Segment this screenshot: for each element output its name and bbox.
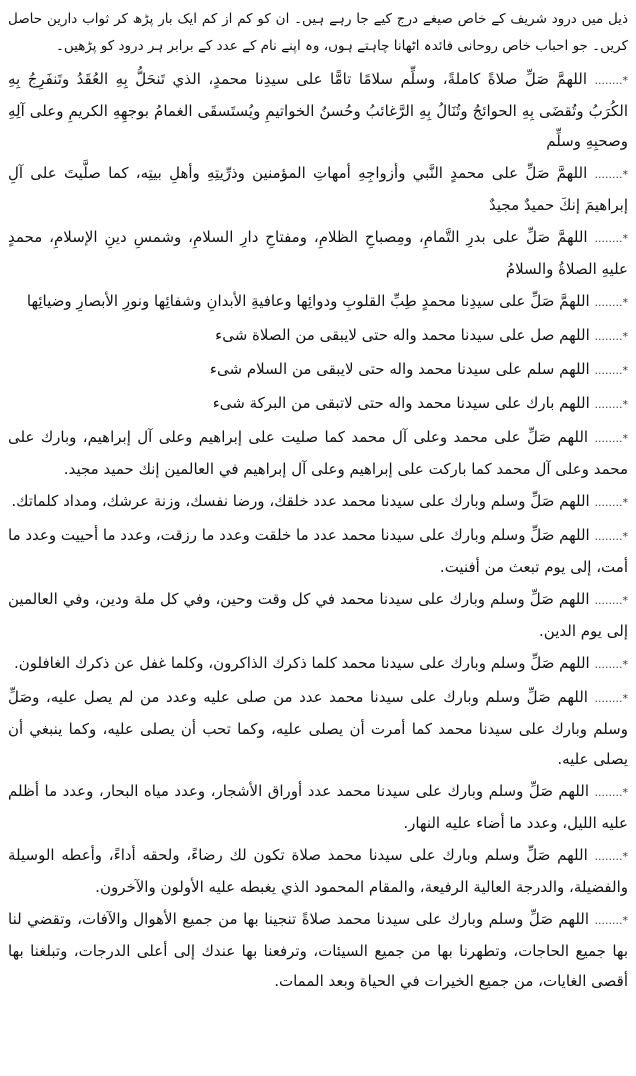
entry-marker: *........: [594, 692, 628, 705]
durood-entry: [8, 222, 628, 284]
durood-entry: [8, 776, 628, 838]
entry-text: اللهمَّ صَلِّ على محمدٍ النَّبي وأزواجِهِ أمهاتِ المؤمنين وذرِّيتِهِ وأهلِ بيتِه، كما صلَّيتَ على آلِ إبراهيمَ إنكَ حميدٌ مجيدٌ: [8, 164, 628, 214]
durood-entry: [8, 158, 628, 220]
durood-entry: [8, 584, 628, 646]
entry-marker: *........: [594, 432, 628, 445]
durood-entry: [8, 904, 628, 996]
entry-text: اللهم سلم على سيدنا محمد واله حتى لايبقى من السلام شىء: [209, 360, 590, 378]
entry-text: اللهم صَلِّ وسلم وبارك على سيدنا محمد عدد خلقك، ورضا نفسك، وزنة عرشك، ومداد كلماتك.: [11, 492, 590, 510]
durood-entry: [8, 354, 628, 386]
entry-marker: *........: [594, 296, 628, 309]
intro-paragraph: ذیل میں درود شریف کے خاص صیغے درج کیے جا رہے ہیں۔ ان کو کم از کم ایک بار پڑھ کر ثواب دارین حاصل کریں۔ جو احباب خاص روحانی فائدہ اٹھانا چاہتے ہوں، وہ اپنے نام کے عدد کے برابر ہر درود کو پڑھیں۔: [8, 11, 628, 54]
entry-text: اللهم صل على سيدنا محمد واله حتى لايبقى من الصلاة شىء: [215, 326, 590, 344]
entry-text: اللهم صَلِّ وسلم وبارك على سيدنا محمد في كل وقت وحين، وفي كل ملة ودين، وفي العالمين إلى يوم الدين.: [8, 590, 628, 640]
entry-text: اللهم صَلِّ على محمد وعلى آل محمد كما صليت على إبراهيم وعلى آل إبراهيم، وبارك على محمد وعلى آل محمد كما باركت على إبراهيم وعلى آل إبراهيم في العالمين إنك حميد مجيد.: [8, 428, 628, 478]
entry-text: اللهم صَلِّ وسلم وبارك على سيدنا محمد عدد أوراق الأشجار، وعدد مياه البحار، وعدد ما أظلم عليه الليل، وعدد ما أضاء عليه النهار.: [8, 782, 628, 832]
entry-text: اللهمَّ صَلِّ على سيدِنا محمدٍ طِبِّ القلوبِ ودوائِها وعافيةِ الأبدانِ وشفائِها ونورِ الأبصارِ وضيائِها: [26, 292, 590, 310]
entry-marker: *........: [594, 398, 628, 411]
durood-entry: [8, 648, 628, 680]
entry-marker: *........: [594, 232, 628, 245]
durood-entry: [8, 64, 628, 156]
durood-entry: [8, 840, 628, 902]
entry-text: اللهمَّ صَلِّ صلاةً كاملةً، وسلِّم سلامًا تامًّا على سيدِنا محمدٍ، الذي تَنحَلُّ بِهِ العُقَدُ وتَنفَرِجُ بِهِ الكُرَبُ وتُقضَى بِهِ الحوائجُ وتُنَالُ بِهِ الرَّغائبُ وحُسنُ الخواتيمِ ويُستَسقَى الغمامُ بوجهِهِ الكريمِ وعلى آلِهِ وصحبِهِ وسلِّم: [8, 70, 628, 150]
entry-text: اللهم صَلِّ وسلم وبارك على سيدنا محمد كلما ذكرك الذاكرون، وكلما غفل عن ذكرك الغافلون.: [13, 654, 590, 672]
entry-text: اللهم صَلِّ وسلم وبارك على سيدنا محمد صلاةً تنجينا بها من جميع الأهوال والآفات، وتقضي لنا بها جميع الحاجات، وتطهرنا بها من جميع السيئات، وترفعنا بها عندك إلى أعلى الدرجات، وتبلغنا بها أقصى الغايات، من جميع الخيرات في الحياة وبعد الممات.: [8, 910, 628, 990]
durood-entry: [8, 388, 628, 420]
entry-text: اللهم صَلِّ وسلم وبارك على سيدنا محمد صلاة تكون لك رضاءً، ولحقه أداءً، وأعطه الوسيلة والفضيلة، والدرجة العالية الرفيعة، والمقام المحمود الذي يغبطه عليه الأولون والآخرون.: [8, 846, 628, 896]
entry-marker: *........: [594, 850, 628, 863]
entry-text: اللهمَّ صَلِّ على بدرِ التَّمامِ، ومِصباحِ الظلامِ، ومفتاحِ دارِ السلامِ، وشمسِ دينِ الإسلامِ، محمدٍ عليهِ الصلاةُ والسلامُ: [8, 228, 628, 278]
entry-text: اللهم صَلِّ وسلم وبارك على سيدنا محمد عدد ما خلقت وعدد ما رزقت، وعدد ما أحييت وعدد ما أمت، إلى يوم تبعث من أفنيت.: [8, 526, 628, 576]
durood-entry: [8, 520, 628, 582]
durood-entry: [8, 486, 628, 518]
entry-marker: *........: [594, 168, 628, 181]
durood-entry: [8, 682, 628, 774]
durood-entry: [8, 286, 628, 318]
entry-marker: *........: [594, 364, 628, 377]
entry-text: اللهم بارك على سيدنا محمد واله حتى لاتبقى من البركة شىء: [212, 394, 590, 412]
entry-marker: *........: [594, 74, 628, 87]
durood-list: [8, 64, 628, 996]
durood-entry: [8, 320, 628, 352]
entry-marker: *........: [594, 594, 628, 607]
entry-marker: *........: [594, 786, 628, 799]
entry-marker: *........: [594, 496, 628, 509]
entry-marker: *........: [594, 530, 628, 543]
durood-entry: [8, 422, 628, 484]
entry-marker: *........: [594, 330, 628, 343]
entry-marker: *........: [594, 658, 628, 671]
entry-marker: *........: [594, 914, 628, 927]
entry-text: اللهم صَلِّ وسلم وبارك على سيدنا محمد عدد من صلى عليه وعدد من لم يصل عليه، وصَلِّ وسلم وبارك على سيدنا محمد كما أمرت أن يصلى عليه، وكما تحب أن يصلى عليه، وكما ينبغي أن يصلى عليه.: [8, 688, 628, 768]
